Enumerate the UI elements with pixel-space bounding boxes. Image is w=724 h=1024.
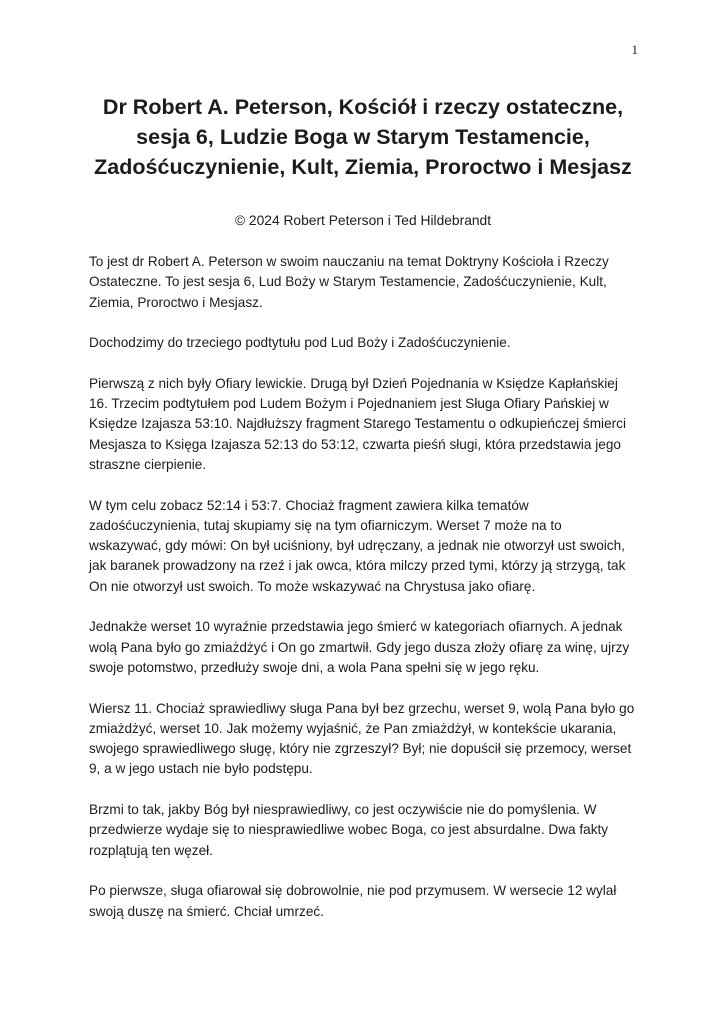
paragraph: Brzmi to tak, jakby Bóg był niesprawiedliwy, co jest oczywiście nie do pomyślenia. W przedwierze wydaje się to niesprawiedliwe wobec Boga, co jest absurdalne. Dwa fakty rozplątują ten węzeł.	[89, 802, 609, 858]
document-title: Dr Robert A. Peterson, Kościół i rzeczy ostateczne, sesja 6, Ludzie Boga w Starym Testamencie, Zadośćuczynienie, Kult, Ziemia, Proroctwo i Mesjasz	[94, 95, 632, 179]
paragraph: To jest dr Robert A. Peterson w swoim nauczaniu na temat Doktryny Kościoła i Rzeczy Ostateczne. To jest sesja 6, Lud Boży w Starym Testamencie, Zadośćuczynienie, Kult, Ziemia, Proroctwo i Mesjasz.	[89, 254, 609, 310]
copyright-line: © 2024 Robert Peterson i Ted Hildebrandt	[234, 213, 492, 228]
page-number: 1	[631, 42, 638, 57]
paragraph: Dochodzimy do trzeciego podtytułu pod Lud Boży i Zadośćuczynienie.	[89, 335, 511, 351]
paragraph: Wiersz 11. Chociaż sprawiedliwy sługa Pana był bez grzechu, werset 9, wolą Pana było go zmiażdżyć, werset 10. Jak możemy wyjaśnić, że Pan zmiażdżył, w kontekście ukarania, swojego sprawiedliwego sługę, który nie zgrzeszył? Był; nie dopuścił się przemocy, werset 9, a w jego ustach nie było podstępu.	[89, 700, 635, 777]
paragraph: Po pierwsze, sługa ofiarował się dobrowolnie, nie pod przymusem. W wersecie 12 wylał swoją duszę na śmierć. Chciał umrzeć.	[89, 883, 617, 919]
paragraph: Jednakże werset 10 wyraźnie przedstawia jego śmierć w kategoriach ofiarnych. A jednak wolą Pana było go zmiażdżyć i On go zmartwił. Gdy jego dusza złoży ofiarę za winę, ujrzy swoje potomstwo, przedłuży swoje dni, a wola Pana spełni się w jego ręku.	[89, 619, 630, 675]
document-body	[89, 252, 637, 942]
paragraph: W tym celu zobacz 52:14 i 53:7. Chociaż fragment zawiera kilka tematów zadośćuczynienia, tutaj skupiamy się na tym ofiarniczym. Werset 7 może na to wskazywać, gdy mówi: On był uciśniony, był udręczany, a jednak nie otworzył ust swoich, jak baranek prowadzony na rzeź i jak owca, która milczy przed tymi, którzy ją strzygą, tak On nie otworzył ust swoich. To może wskazywać na Chrystusa jako ofiarę.	[89, 497, 626, 594]
paragraph: Pierwszą z nich były Ofiary lewickie. Drugą był Dzień Pojednania w Księdze Kapłańskiej 16. Trzecim podtytułem pod Ludem Bożym i Pojednaniem jest Sługa Ofiary Pańskiej w Księdze Izajasza 53:10. Najdłuższy fragment Starego Testamentu o odkupieńczej śmierci Mesjasza to Księga Izajasza 52:13 do 53:12, czwarta pieśń sługi, która przedstawia jego straszne cierpienie.	[89, 375, 626, 472]
